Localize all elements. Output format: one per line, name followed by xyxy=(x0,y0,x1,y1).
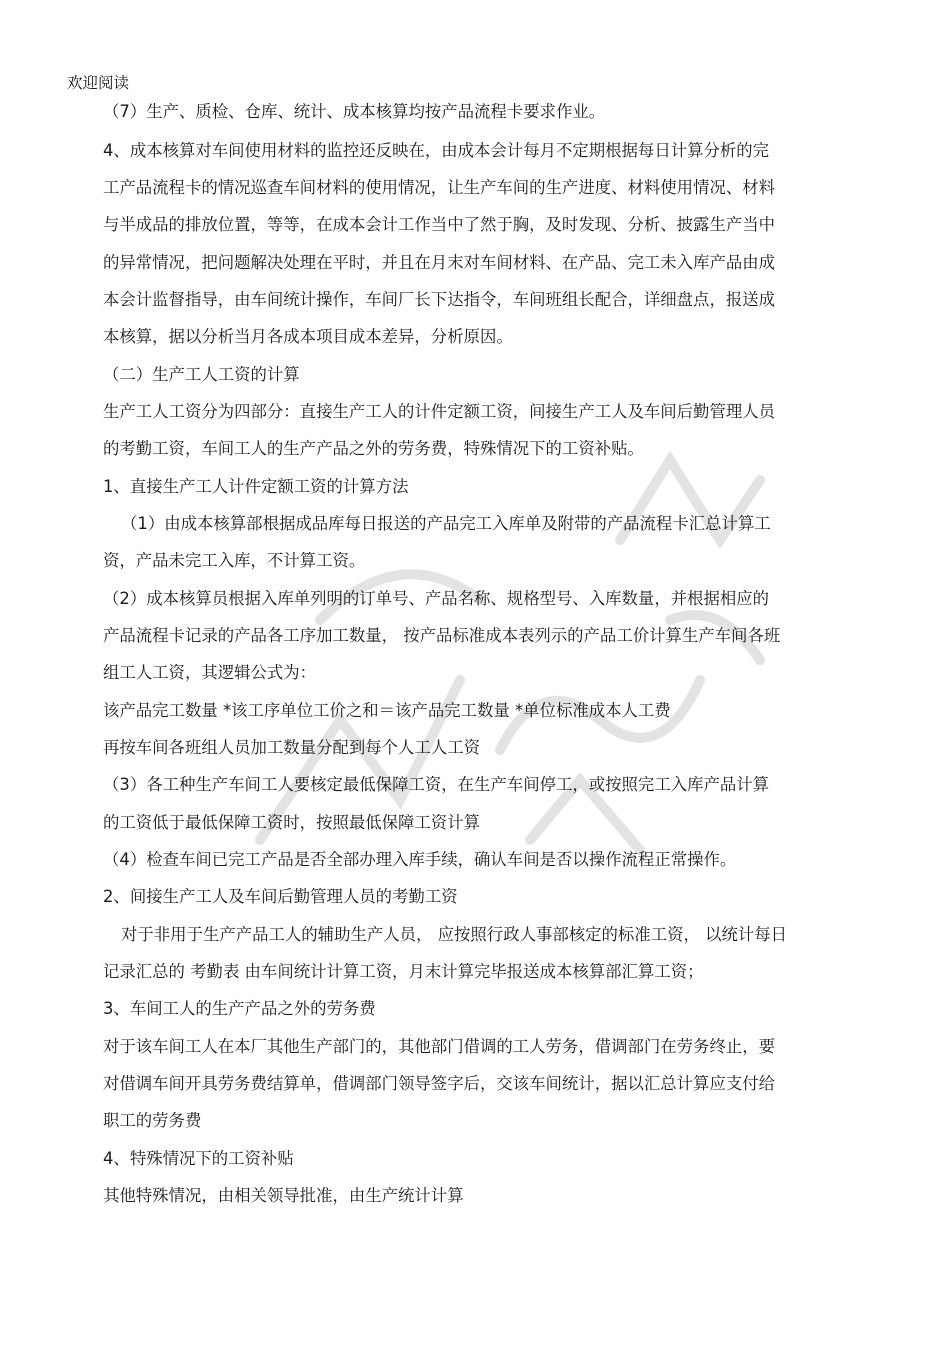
text-line: 对于非用于生产产品工人的辅助生产人员， 应按照行政人事部核定的标准工资， 以统计每日 xyxy=(121,925,788,944)
text-line: 组工人工资，其逻辑公式为： xyxy=(103,663,317,682)
subsection-heading: 2、间接生产工人及车间后勤管理人员的考勤工资 xyxy=(103,887,458,906)
text-line: 职工的劳务费 xyxy=(103,1111,202,1130)
text-line: 对借调车间开具劳务费结算单，借调部门领导签字后，交该车间统计，据以汇总计算应支付给 xyxy=(103,1074,776,1093)
formula-line: 该产品完工数量 *该工序单位工价之和＝该产品完工数量 *单位标准成本人工费 xyxy=(103,701,671,720)
text-line: （1）由成本核算部根据成品库每日报送的产品完工入库单及附带的产品流程卡汇总计算工 xyxy=(121,514,771,533)
text-line: （7）生产、质检、仓库、统计、成本核算均按产品流程卡要求作业。 xyxy=(103,102,606,121)
text-line: 资，产品未完工入库，不计算工资。 xyxy=(103,551,366,570)
text-line: 与半成品的排放位置，等等，在成本会计工作当中了然于胸，及时发现、分析、披露生产当中 xyxy=(103,215,776,234)
text-line: 对于该车间工人在本厂其他生产部门的，其他部门借调的工人劳务，借调部门在劳务终止，要 xyxy=(103,1037,776,1056)
text-line: 的考勤工资，车间工人的生产产品之外的劳务费，特殊情况下的工资补贴。 xyxy=(103,439,644,458)
subsection-heading: 3、车间工人的生产产品之外的劳务费 xyxy=(103,999,376,1018)
subsection-heading: 4、特殊情况下的工资补贴 xyxy=(103,1149,294,1168)
text-line: （4）检查车间已完工产品是否全部办理入库手续，确认车间是否以操作流程正常操作。 xyxy=(103,850,737,869)
text-line: 4、成本核算对车间使用材料的监控还反映在，由成本会计每月不定期根据每日计算分析的完 xyxy=(103,141,770,160)
section-heading: （二）生产工人工资的计算 xyxy=(103,365,300,384)
text-line: （2）成本核算员根据入库单列明的订单号、产品名称、规格型号、入库数量，并根据相应的 xyxy=(103,589,770,608)
text-line: 本核算，据以分析当月各成本项目成本差异，分析原因。 xyxy=(103,327,513,346)
text-line: 产品流程卡记录的产品各工序加工数量， 按产品标准成本表列示的产品工价计算生产车间各班 xyxy=(103,626,781,645)
subsection-heading: 1、直接生产工人计件定额工资的计算方法 xyxy=(103,477,409,496)
text-line: 记录汇总的 考勤表 由车间统计计算工资，月末计算完毕报送成本核算部汇算工资； xyxy=(103,962,704,981)
text-line: 本会计监督指导，由车间统计操作，车间厂长下达指令，车间班组长配合，详细盘点，报送成 xyxy=(103,290,776,309)
text-line: 的工资低于最低保障工资时，按照最低保障工资计算 xyxy=(103,813,480,832)
text-line: 工产品流程卡的情况巡查车间材料的使用情况，让生产车间的生产进度、材料使用情况、材料 xyxy=(103,178,776,197)
text-line: 生产工人工资分为四部分：直接生产工人的计件定额工资，间接生产工人及车间后勤管理人员 xyxy=(103,402,776,421)
text-line: 的异常情况，把问题解决处理在平时，并且在月末对车间材料、在产品、完工未入库产品由成 xyxy=(103,253,776,272)
text-line: 再按车间各班组人员加工数量分配到每个人工人工资 xyxy=(103,738,480,757)
text-line: 其他特殊情况，由相关领导批准，由生产统计计算 xyxy=(103,1186,464,1205)
page-header: 欢迎阅读 xyxy=(67,74,130,92)
text-line: （3）各工种生产车间工人要核定最低保障工资，在生产车间停工，或按照完工入库产品计算 xyxy=(103,775,770,794)
